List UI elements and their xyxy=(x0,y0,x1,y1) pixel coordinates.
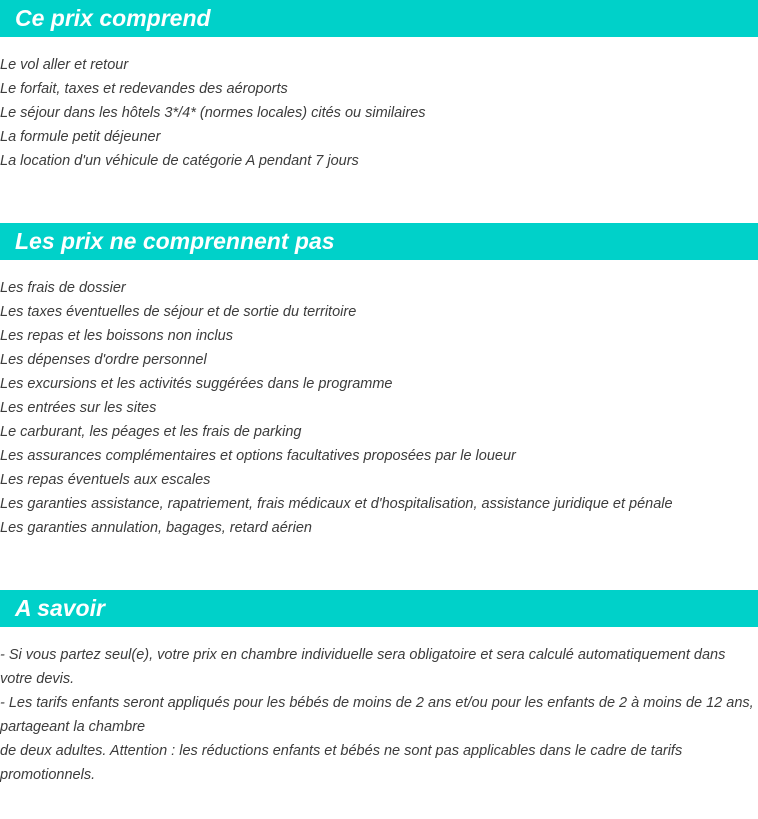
section-header-excluded: Les prix ne comprennent pas xyxy=(0,223,758,260)
included-item: Le séjour dans les hôtels 3*/4* (normes locales) cités ou similaires xyxy=(0,105,426,121)
excluded-item: Les dépenses d'ordre personnel xyxy=(0,352,207,368)
excluded-item: Le carburant, les péages et les frais de parking xyxy=(0,424,302,440)
included-item: Le vol aller et retour xyxy=(0,57,129,73)
excluded-item: Les garanties annulation, bagages, retard aérien xyxy=(0,520,312,536)
excluded-item: Les repas et les boissons non inclus xyxy=(0,328,233,344)
section-header-good-to-know: A savoir xyxy=(0,590,758,627)
excluded-item: Les frais de dossier xyxy=(0,280,126,296)
included-item: La formule petit déjeuner xyxy=(0,129,161,145)
info-paragraph: de deux adultes. Attention : les réductions enfants et bébés ne sont pas applicables dans le cadre de tarifs promotionnels. xyxy=(0,743,683,783)
included-item: Le forfait, taxes et redevandes des aéroports xyxy=(0,81,288,97)
section-header-included: Ce prix comprend xyxy=(0,0,758,37)
info-paragraph: - Si vous partez seul(e), votre prix en chambre individuelle sera obligatoire et sera calculé automatiquement dans votre devis. xyxy=(0,647,726,687)
excluded-item: Les garanties assistance, rapatriement, frais médicaux et d'hospitalisation, assistance juridique et pénale xyxy=(0,496,673,512)
excluded-item: Les excursions et les activités suggérées dans le programme xyxy=(0,376,393,392)
info-paragraph: - Les tarifs enfants seront appliqués pour les bébés de moins de 2 ans et/ou pour les enfants de 2 à moins de 12 ans, partageant la chambre xyxy=(0,695,754,735)
included-item: La location d'un véhicule de catégorie A pendant 7 jours xyxy=(0,153,359,169)
excluded-item: Les assurances complémentaires et options facultatives proposées par le loueur xyxy=(0,448,516,464)
excluded-item: Les taxes éventuelles de séjour et de sortie du territoire xyxy=(0,304,357,320)
excluded-item: Les entrées sur les sites xyxy=(0,400,157,416)
excluded-item: Les repas éventuels aux escales xyxy=(0,472,211,488)
